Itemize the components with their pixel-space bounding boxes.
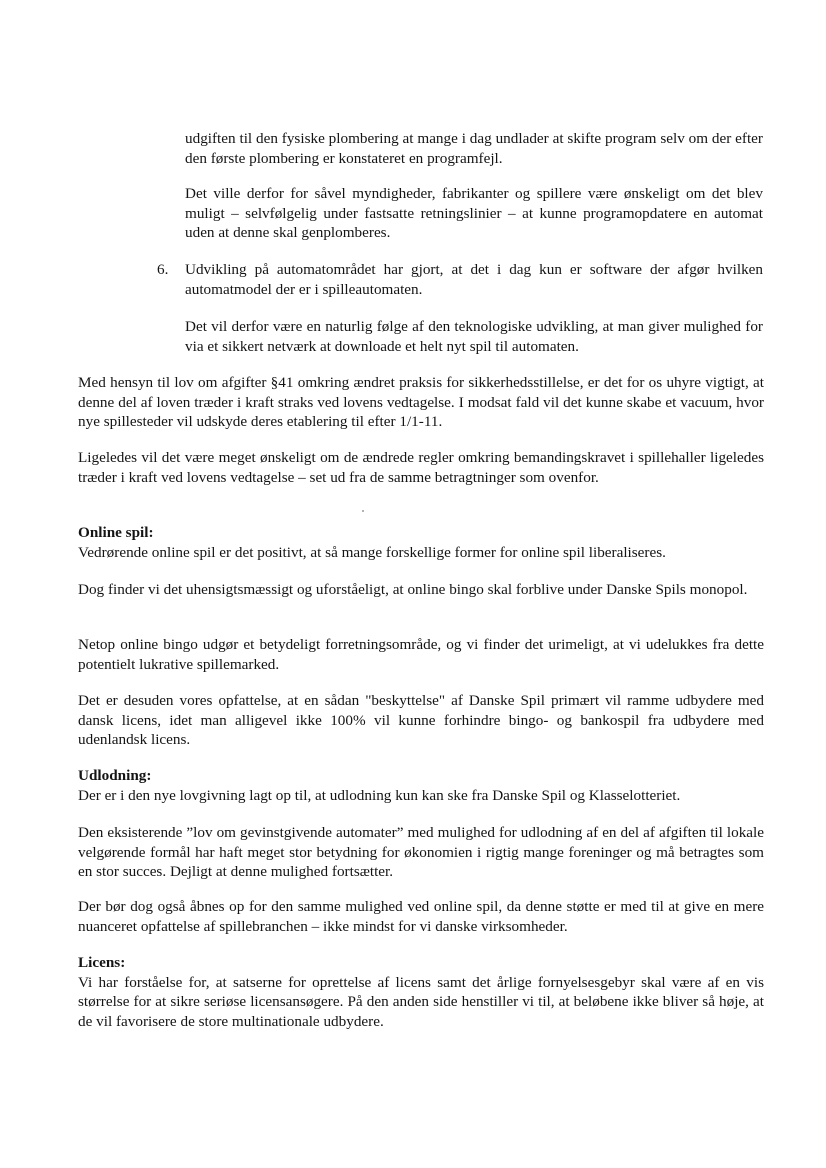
udlodning-heading: Udlodning: — [78, 767, 152, 784]
licens-paragraph: Vi har forståelse for, at satserne for oprettelse af licens samt det årlige fornyelsesgebyr skal være af en vis størrelse for at sikre seriøse licensansøgere. På den anden side henstiller vi til, at beløbene ikke bliver så høje, at de vil favorisere de store multinationale udbydere. — [78, 973, 764, 1030]
udlodning-first-paragraph: Der er i den nye lovgivning lagt op til, at udlodning kun kan ske fra Danske Spil og Klasselotteriet. — [78, 786, 681, 804]
item6-second-paragraph: Det vil derfor være en naturlig følge af den teknologiske udvikling, at man giver mulighed for via et sikkert netværk at downloade et helt nyt spil til automaten. — [185, 318, 763, 355]
bemanding-paragraph: Ligeledes vil det være meget ønskeligt om de ændrede regler omkring bemandingskravet i spillehaller ligeledes træder i kraft ved lovens vedtagelse – set ud fra de samme betragtninger som ovenfor. — [78, 449, 764, 486]
item5-second-paragraph: Det ville derfor for såvel myndigheder, fabrikanter og spillere være ønskeligt om det blev muligt – selvfølgelig under fastsatte retningslinier – at kunne programopdatere en automat uden at denne skal genplomberes. — [185, 185, 763, 241]
online-spil-fourth-paragraph: Det er desuden vores opfattelse, at en sådan "beskyttelse" af Danske Spil primært vil ramme udbydere med dansk licens, idet man alligevel ikke 100% vil kunne forhindre bingo- og bankospil fra udbydere med udenlandsk licens. — [78, 692, 764, 748]
item6-first-paragraph: Udvikling på automatområdet har gjort, at det i dag kun er software der afgør hvilken automatmodel der er i spilleautomaten. — [185, 261, 763, 298]
item6-number: 6. — [157, 261, 169, 278]
online-spil-third-paragraph: Netop online bingo udgør et betydeligt forretningsområde, og vi finder det urimeligt, at vi udelukkes fra dette potentielt lukrative spillemarked. — [78, 636, 764, 673]
licens-section — [78, 953, 764, 1031]
udlodning-second-paragraph: Den eksisterende ”lov om gevinstgivende automater” med mulighed for udlodning af en del af afgiften til lokale velgørende formål har haft meget stor betydning for økonomien i rigtig mange foreninger og må betragtes som en stor succes. Dejligt at denne mulighed fortsætter. — [78, 824, 764, 880]
licens-heading: Licens: — [78, 954, 126, 971]
online-spil-section — [78, 523, 764, 562]
item5-continuation-paragraph: udgiften til den fysiske plombering at mange i dag undlader at skifte program selv om der efter den første plombering er konstateret en programfejl. — [185, 130, 763, 167]
udlodning-section — [78, 766, 764, 805]
udlodning-third-paragraph: Der bør dog også åbnes op for den samme mulighed ved online spil, da denne støtte er med til at give en mere nuanceret opfattelse af spillebranchen – ikke mindst for vi danske virksomheder. — [78, 898, 764, 935]
afgifter-paragraph: Med hensyn til lov om afgifter §41 omkring ændret praksis for sikkerhedsstillelse, er det for os uhyre vigtigt, at denne del af loven træder i kraft straks ved lovens vedtagelse. I modsat fald vil det kunne skabe et vacuum, hvor nye spillesteder vil udskyde deres etablering til efter 1/1-11. — [78, 374, 764, 430]
online-spil-heading: Online spil: — [78, 524, 154, 541]
online-spil-first-paragraph: Vedrørende online spil er det positivt, at så mange forskellige former for online spil liberaliseres. — [78, 543, 666, 561]
scan-speck — [362, 510, 364, 512]
online-spil-second-paragraph: Dog finder vi det uhensigtsmæssigt og uforståeligt, at online bingo skal forblive under Danske Spils monopol. — [78, 581, 748, 598]
